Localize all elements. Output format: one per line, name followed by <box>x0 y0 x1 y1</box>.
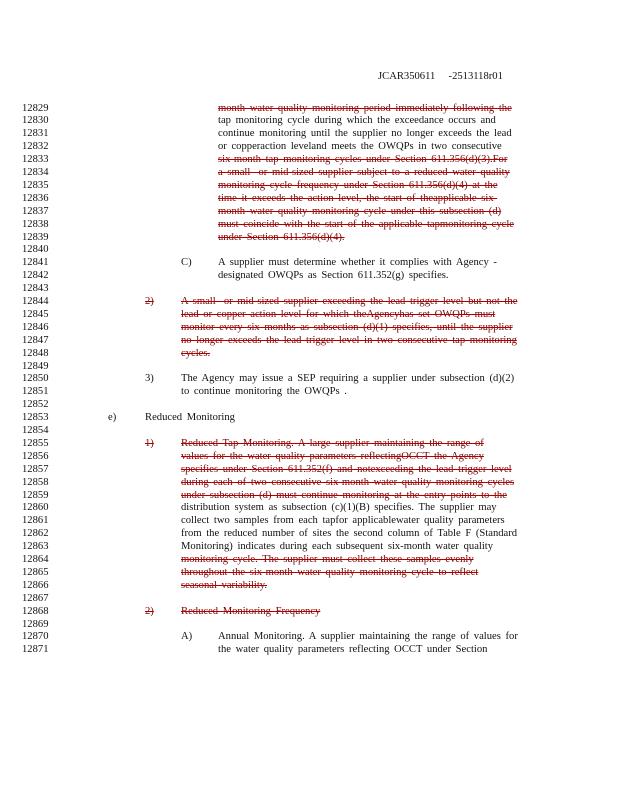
body-text: A supplier must determine whether it complies with Agency - <box>218 257 497 269</box>
item-label: C) <box>181 257 192 269</box>
item-label: 2) <box>145 605 154 617</box>
struck-text: month water quality monitoring period immediately following the <box>218 102 512 114</box>
struck-text: cycles. <box>181 347 211 359</box>
line-number: 12832 <box>22 141 49 153</box>
body-text: collect two samples from each tapfor applicablewater quality parameters <box>181 515 505 527</box>
line-number: 12867 <box>22 592 49 604</box>
line-number: 12844 <box>22 296 49 307</box>
line-number: 12838 <box>22 218 49 230</box>
struck-text: throughout the six-month water quality monitoring cycle to reflect <box>181 566 479 578</box>
struck-text: no longer exceeds the lead trigger level in two consecutive tap monitoring <box>181 334 517 346</box>
line-number: 12871 <box>22 644 49 656</box>
line-number: 12848 <box>22 347 49 359</box>
struck-text: six-month tap monitoring cycles under Section 611.356(d)(3).For <box>218 154 508 166</box>
body-text: or copperaction leveland meets the OWQPs in two consecutive <box>218 141 502 153</box>
line-number: 12857 <box>22 463 49 475</box>
line-number: 12859 <box>22 489 49 501</box>
line-number: 12846 <box>22 321 49 333</box>
struck-text: under Section 611.356(d)(4). <box>218 231 345 243</box>
line-number: 12853 <box>22 412 49 424</box>
body-text: The Agency may issue a SEP requiring a supplier under subsection (d)(2) <box>181 373 515 385</box>
line-number: 12866 <box>22 579 49 591</box>
line-number: 12849 <box>22 360 49 372</box>
line-number: 12861 <box>22 515 49 527</box>
item-label: 3) <box>145 373 154 385</box>
line-number: 12850 <box>22 373 49 385</box>
struck-text: values for the water quality parameters reflectingOCCT the Agency <box>181 450 484 462</box>
line-number: 12851 <box>22 386 49 398</box>
struck-text: seasonal variability. <box>181 579 268 591</box>
line-number: 12839 <box>22 231 49 243</box>
line-number: 12860 <box>22 502 49 514</box>
line-number: 12833 <box>22 154 49 166</box>
line-number: 12842 <box>22 270 49 282</box>
line-number: 12854 <box>22 425 49 436</box>
line-number: 12863 <box>22 541 49 553</box>
body-text: Monitoring) indicates during each subsequent six-month water quality <box>181 541 494 553</box>
line-number: 12834 <box>22 167 49 178</box>
item-label: 1) <box>145 437 154 449</box>
line-number: 12868 <box>22 605 49 617</box>
struck-text: must coincide with the start of the applicable tapmonitoring cycle <box>218 218 515 230</box>
line-number: 12841 <box>22 257 49 269</box>
line-number: 12840 <box>22 244 49 256</box>
document-id-header: JCAR350611 -2513118r01 <box>378 71 503 82</box>
body-text: continue monitoring until the supplier no longer exceeds the lead <box>218 128 512 140</box>
body-text: Reduced Monitoring <box>145 412 235 424</box>
line-number: 12845 <box>22 308 49 320</box>
struck-text: Reduced Tap Monitoring. A large supplier maintaining the range of <box>181 437 484 449</box>
line-number: 12864 <box>22 554 49 565</box>
line-number: 12852 <box>22 399 49 411</box>
line-number: 12858 <box>22 476 49 488</box>
line-number: 12829 <box>22 102 49 114</box>
struck-text: lead or copper action level for which theAgencyhas set OWQPs must <box>181 308 496 320</box>
body-text: from the reduced number of sites the second column of Table F (Standard <box>181 528 518 540</box>
item-label: A) <box>181 631 193 643</box>
line-number: 12835 <box>22 179 49 191</box>
body-text: Annual Monitoring. A supplier maintaining the range of values for <box>218 631 518 643</box>
line-number: 12830 <box>22 115 49 127</box>
struck-text: a small- or mid-sized supplier subject to a reduced water quality <box>218 167 510 178</box>
body-text: to continue monitoring the OWQPs . <box>181 386 347 398</box>
line-number: 12847 <box>22 334 49 346</box>
body-text: tap monitoring cycle during which the exceedance occurs and <box>218 115 496 127</box>
line-number: 12862 <box>22 528 49 540</box>
struck-text: time it exceeds the action level, the start of theapplicable six- <box>218 192 498 204</box>
struck-text: monitoring cycle frequency under Section 611.356(d)(4) at the <box>218 179 498 191</box>
struck-text: monitor every six months as subsection (d)(1) specifies, until the supplier <box>181 321 513 333</box>
body-text: the water quality parameters reflecting OCCT under Section <box>218 644 488 656</box>
struck-text: A small- or mid-sized supplier exceeding the lead trigger level but not the <box>181 296 518 307</box>
line-number: 12831 <box>22 128 49 140</box>
item-label: e) <box>108 412 117 424</box>
body-text: designated OWQPs as Section 611.352(g) specifies. <box>218 270 449 282</box>
line-number: 12870 <box>22 631 49 643</box>
line-number: 12856 <box>22 450 49 462</box>
line-number: 12869 <box>22 618 49 630</box>
struck-text: specifies under Section 611.352(f) and notexceeding the lead trigger level <box>181 463 512 475</box>
struck-text: Reduced Monitoring Frequency <box>181 605 321 617</box>
line-number: 12837 <box>22 205 49 217</box>
struck-text: during each of two consecutive six-month water quality monitoring cycles <box>181 476 515 488</box>
struck-text: month water quality monitoring cycle under this subsection (d) <box>218 205 502 217</box>
body-text: distribution system as subsection (c)(1)(B) specifies. The supplier may <box>181 502 497 514</box>
item-label: 2) <box>145 296 154 307</box>
line-number: 12836 <box>22 192 49 204</box>
struck-text: under subsection (d) must continue monitoring at the entry points to the <box>181 489 507 501</box>
line-number: 12843 <box>22 283 49 295</box>
line-number: 12865 <box>22 566 49 578</box>
line-number: 12855 <box>22 437 49 449</box>
struck-text: monitoring cycle. The supplier must collect these samples evenly <box>181 554 474 565</box>
